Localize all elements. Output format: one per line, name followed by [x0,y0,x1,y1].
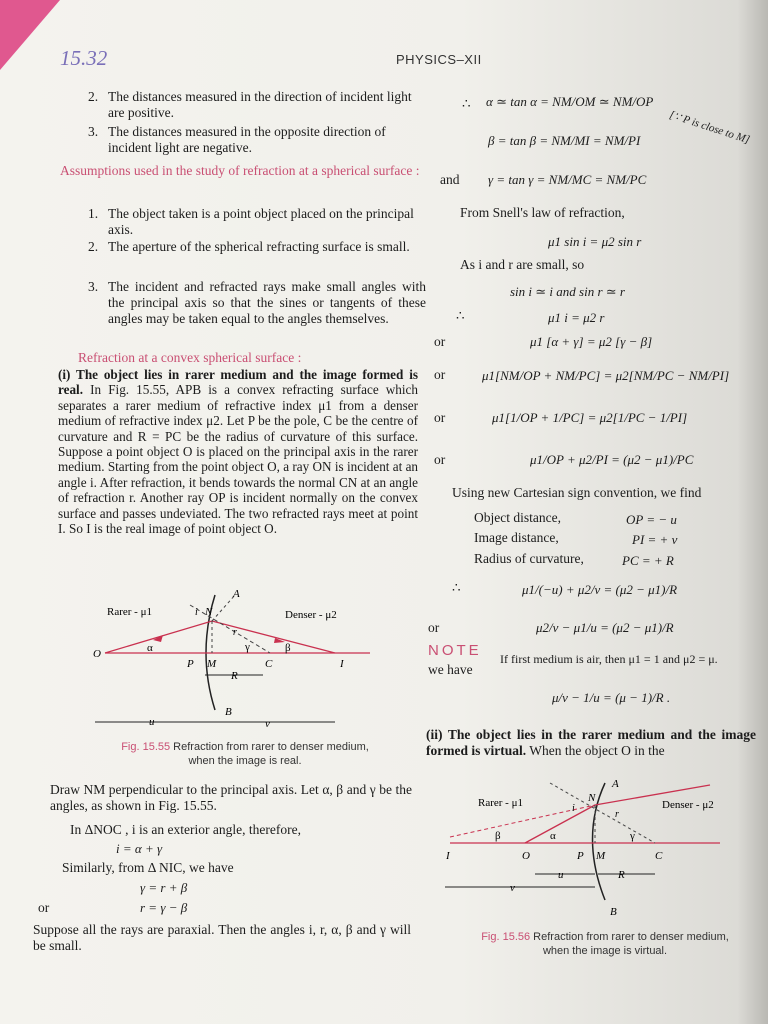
running-title: PHYSICS–XII [396,52,482,67]
point-p-label: P [187,658,194,670]
angle-r-label: r [233,627,237,638]
v-label: v [510,882,515,894]
list-text: The distances measured in the opposite direction of incident light are negative. [108,124,386,155]
figure-15-56 [440,775,740,920]
caption-label: Fig. 15.55 [121,741,171,753]
point-i-label: I [446,850,450,862]
list-number: 2. [88,239,99,254]
eq-mu-i: μ1 i = μ2 r [548,310,605,325]
radius-label: R [618,869,625,881]
point-b-label: B [225,706,232,718]
conv-value: PC = + R [622,553,674,568]
beta-label: β [285,642,291,654]
note-label: NOTE [428,642,482,659]
eq-r: r = γ − β [140,900,188,915]
refracted-ray [105,621,335,653]
point-b-label: B [610,906,617,918]
snell-text: From Snell's law of refraction, [460,205,625,220]
eq-note: μ/v − 1/u = (μ − 1)/R . [552,690,671,705]
list-number: 1. [88,206,99,221]
eq-reciprocal: μ1[1/OP + 1/PC] = μ2[1/PC − 1/PI] [492,410,688,425]
corner-tab [0,0,60,70]
alpha-label: α [147,642,153,654]
and-label: and [440,172,460,187]
eq-sign-1: μ1/(−u) + μ2/v = (μ2 − μ1)/R [522,582,678,597]
bottom-paragraph-2: In ΔNOC , i is an exterior angle, therefore, [70,822,301,837]
point-o-label: O [522,850,530,862]
or-label: or [434,367,446,382]
assumptions-heading: Assumptions used in the study of refraction at a spherical surface : [60,163,420,178]
figure-15-55 [85,585,430,735]
or-label: or [428,620,440,635]
list-text: The incident and refracted rays make small angles with the principal axis so that the sines or tangents of these angles may be taken equal to the angles themselves. [108,279,426,326]
normal-line [190,605,270,653]
conv-value: PI = + v [632,532,678,547]
conv-label: Radius of curvature, [474,551,584,566]
alpha-label: α [550,830,556,842]
cartesian-text: Using new Cartesian sign convention, we find [452,485,702,500]
eq-gamma: γ = tan γ = NM/MC = NM/PC [488,172,647,187]
incident-ray [525,805,595,843]
bracket-note: [∵ P is close to M] [667,108,752,147]
small-angle-text: As i and r are small, so [460,257,585,272]
point-o-label: O [93,648,101,660]
beta-label: β [495,830,501,842]
eq-nm: μ1[NM/OP + NM/PC] = μ2[NM/PC − NM/PI] [482,368,730,383]
bottom-paragraph-4: Suppose all the rays are paraxial. Then the angles i, r, α, β and γ will be small. [33,922,411,953]
point-n-label: N [588,792,596,804]
case-ii-paragraph [426,727,756,758]
eq-gamma-1: γ = r + β [140,880,188,895]
point-a-label: A [612,778,619,790]
sin-approx-eq: sin i ≃ i and sin r ≃ r [510,284,625,299]
list-text: The aperture of the spherical refracting surface is small. [108,239,410,254]
eq-i: i = α + γ [116,841,163,856]
note-text: If first medium is air, then μ1 = 1 and μ2 = μ. [500,652,718,666]
caption-text: Refraction from rarer to denser medium, [173,741,369,753]
point-m-label: M [207,658,217,670]
v-label: v [265,718,270,730]
conv-label: Object distance, [474,510,561,525]
caption-text: Refraction from rarer to denser medium, [533,931,729,943]
bottom-paragraph-1: Draw NM perpendicular to the principal axis. Let α, β and γ be the angles, as shown in Fig. 15.55. [50,782,412,813]
caption-text: when the image is real. [188,755,302,767]
gamma-label: γ [245,641,250,653]
snell-eq: μ1 sin i = μ2 sin r [548,234,642,249]
or-label: or [434,334,446,349]
point-n-label: N [205,606,213,618]
conv-value: OP = − u [626,512,677,527]
therefore-symbol: ∴ [452,580,461,595]
fig-15-55-caption [85,740,405,768]
radius-label: R [231,670,238,682]
denser-label: Denser - μ2 [285,609,337,621]
caption-text: when the image is virtual. [542,945,668,957]
denser-label: Denser - μ2 [662,799,714,811]
eq-beta: β = tan β = NM/MI = NM/PI [488,133,641,148]
convex-heading: Refraction at a convex spherical surface : [78,350,302,365]
case-i-paragraph [58,367,418,536]
point-c-label: C [265,658,273,670]
rarer-label: Rarer - μ1 [478,797,523,809]
u-label: u [558,869,564,881]
normal-line [550,783,655,843]
angle-r-label: r [615,809,619,820]
case-i-text: In Fig. 15.55, APB is a convex refracting surface which separates a rarer medium of refractive index μ1 from a denser medium of refractive index μ2. Let P be the pole, C be the centre of curvature and R = PC be the radius of curvature of this surface. Suppose a point object O is placed on the principal axis in the rarer medium. Starting from the point object O, a ray ON is incident at an angle i. After refraction, it bends towards the normal CN at an angle of refraction r. Another ray OP is incident normally on the convex surface and passes undeviated. The two refracted rays meet at point I. So I is the real image of point object O. [58,382,419,537]
point-m-label: M [596,850,606,862]
therefore-symbol: ∴ [462,96,471,111]
eq-alpha: α ≃ tan α = NM/OM ≃ NM/OP [486,94,654,109]
point-c-label: C [655,850,663,862]
eq-alpha-gamma: μ1 [α + γ] = μ2 [γ − β] [530,334,653,349]
list-text: The distances measured in the direction of incident light are positive. [108,89,412,120]
conv-label: Image distance, [474,530,559,545]
normal-extension [212,595,235,621]
list-number: 3. [88,124,99,139]
or-label: or [434,452,446,467]
or-label: or [434,410,446,425]
eq-sign-2: μ2/v − μ1/u = (μ2 − μ1)/R [536,620,674,635]
u-label: u [149,716,155,728]
or-label: or [38,900,50,915]
case-ii-bold: (ii) The object lies in the rarer medium and the image formed is virtual. [426,727,756,758]
list-number: 2. [88,89,99,104]
gamma-label: γ [630,830,635,842]
list-text: The object taken is a point object placed on the principal axis. [108,206,414,237]
bottom-paragraph-3: Similarly, from Δ NIC, we have [62,860,234,875]
angle-i-label: i [572,803,575,814]
page-number: 15.32 [60,46,108,70]
point-i-label: I [340,658,344,670]
therefore-symbol: ∴ [456,308,465,323]
rarer-label: Rarer - μ1 [107,606,152,618]
case-i-bold: (i) The object lies in rarer medium and the image formed is real. [58,367,418,398]
caption-label: Fig. 15.56 [481,931,531,943]
angle-i-label: i [195,607,198,618]
we-have-label: we have [428,662,473,677]
point-p-label: P [577,850,584,862]
fig-15-56-caption [450,930,760,958]
eq-final-1: μ1/OP + μ2/PI = (μ2 − μ1)/PC [530,452,694,467]
list-number: 3. [88,279,99,294]
case-ii-text: When the object O in the [529,742,665,758]
point-a-label: A [233,588,240,600]
